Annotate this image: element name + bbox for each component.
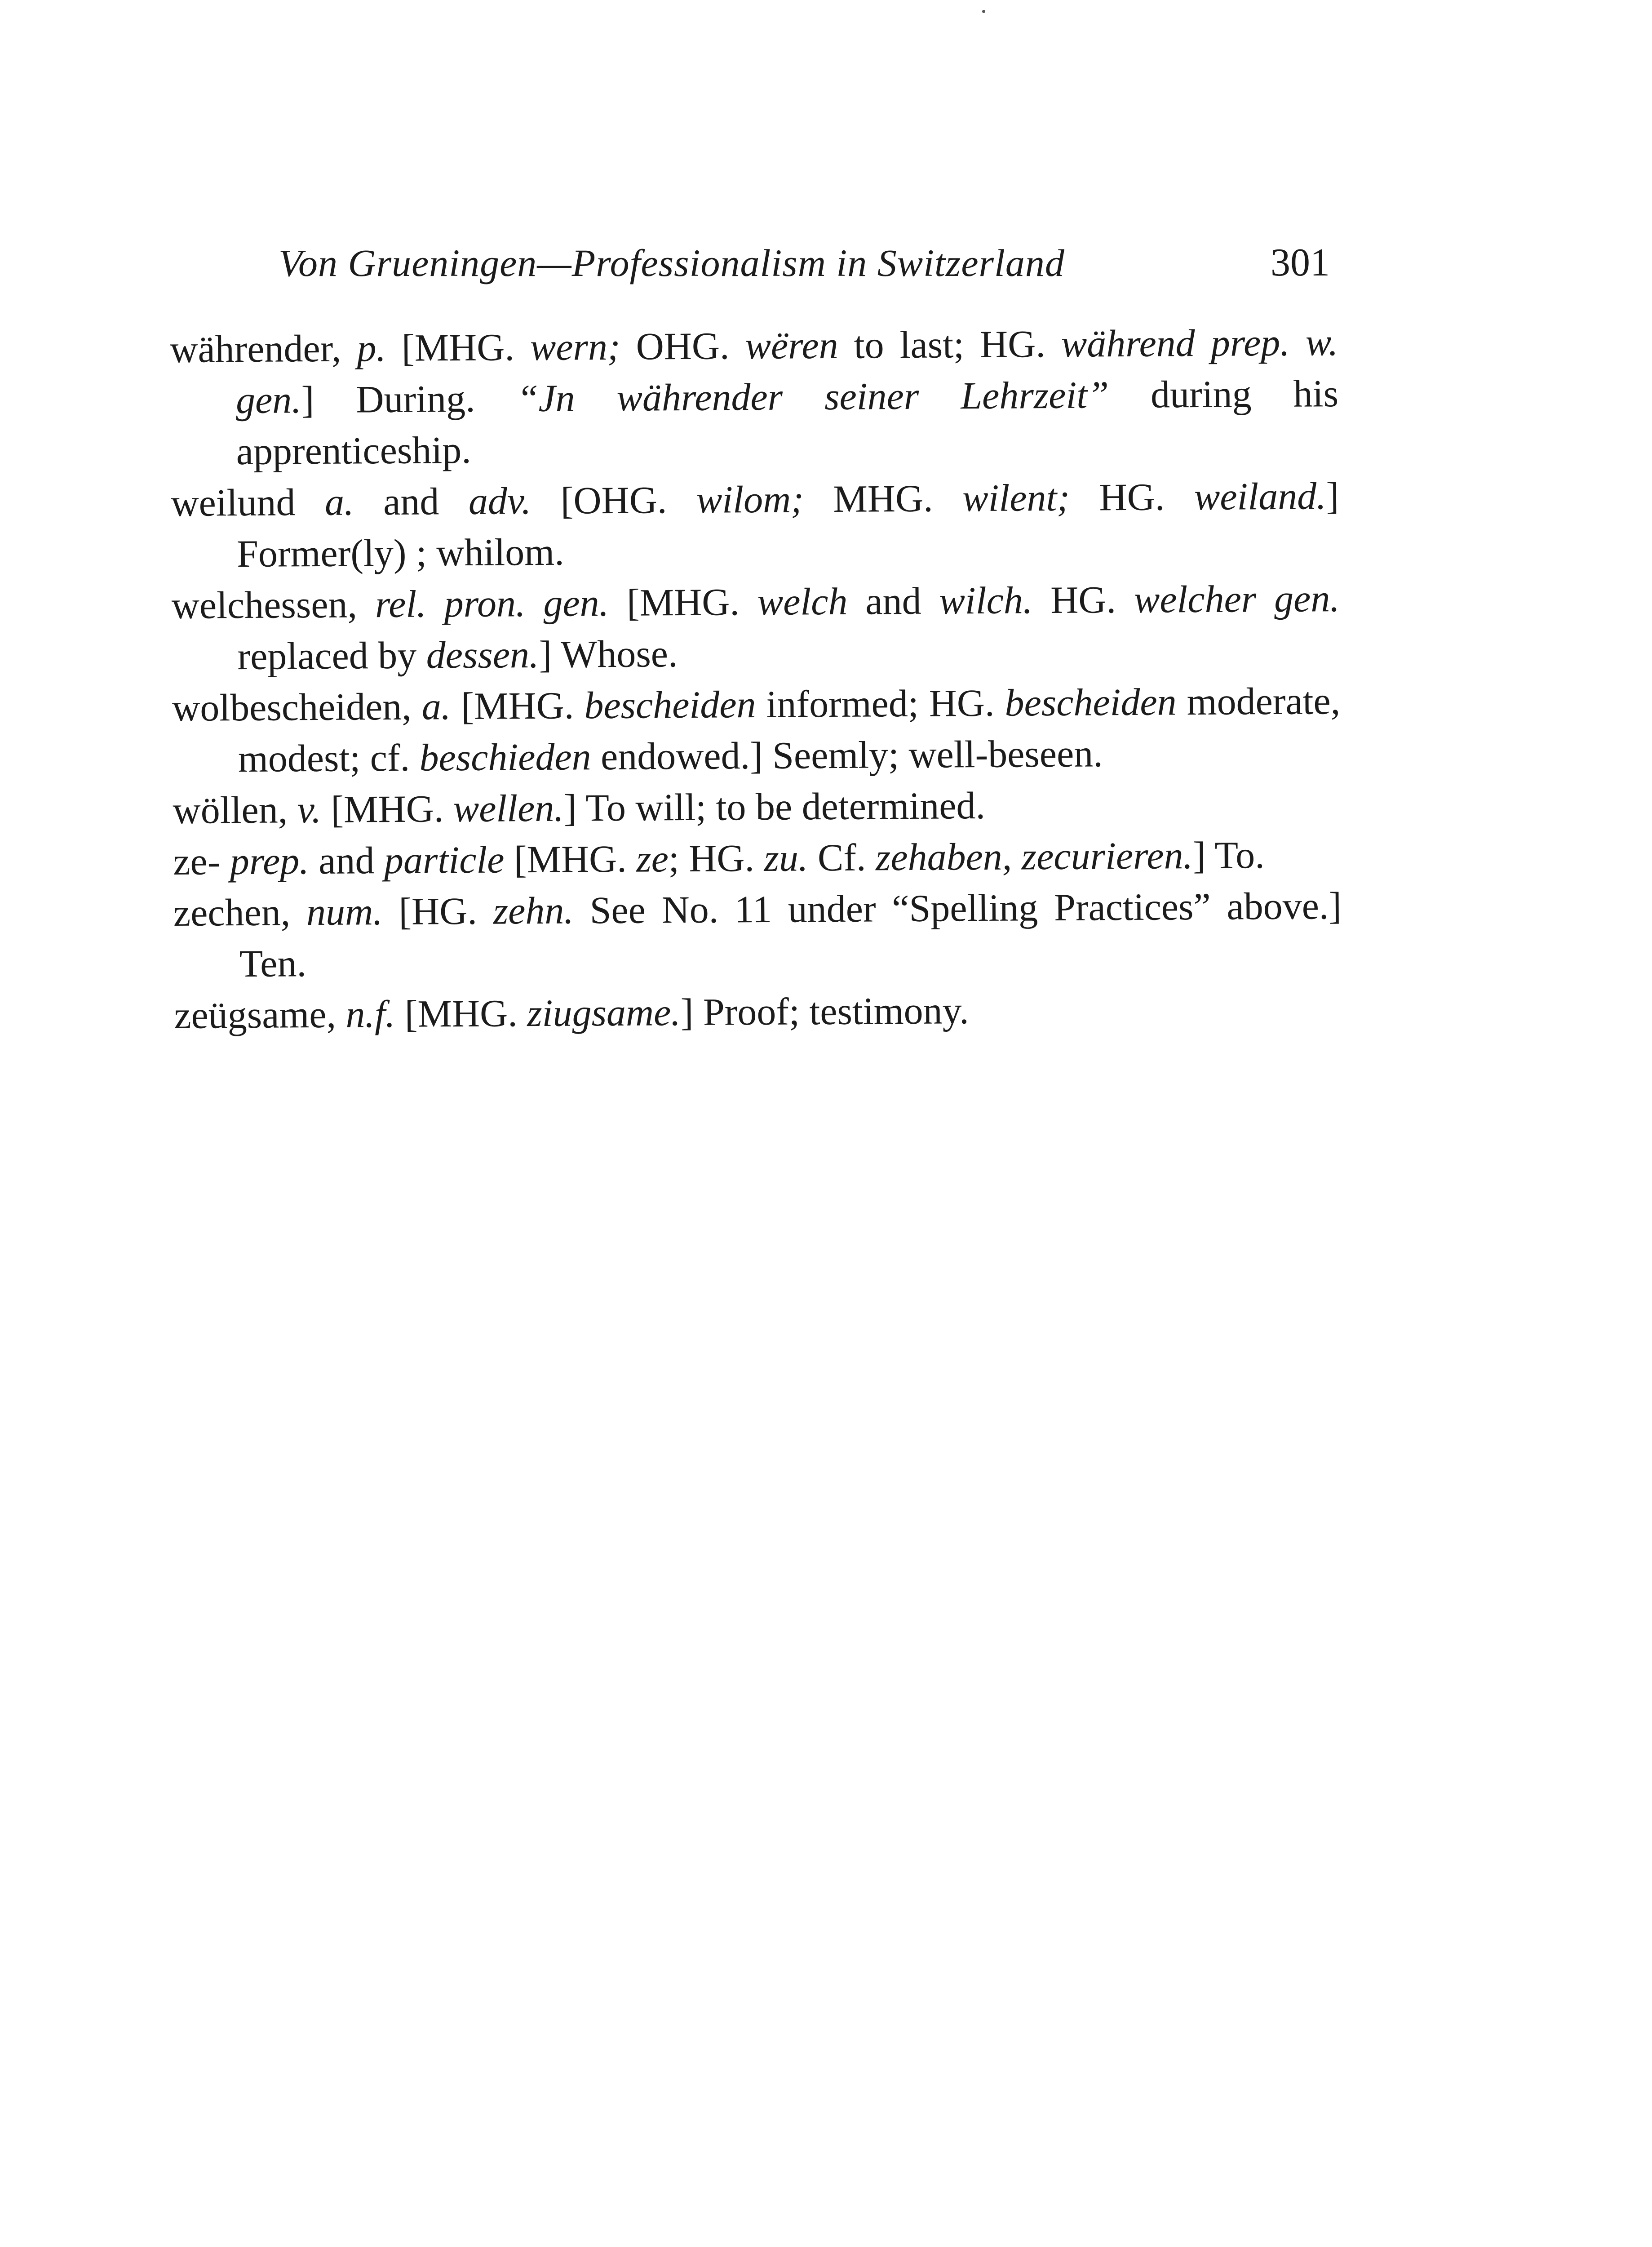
entry-text: zechen, bbox=[173, 890, 307, 934]
entry-text: ] To will; to be determined. bbox=[563, 783, 986, 830]
running-title: Von Grueningen—Professionalism in Switzerland bbox=[279, 241, 1065, 284]
entry-text: HG. bbox=[1032, 577, 1134, 622]
italic-text: particle bbox=[384, 838, 505, 882]
italic-text: zu. bbox=[764, 836, 808, 879]
entry-text: ] Whose. bbox=[539, 632, 678, 676]
entry-text: [MHG. bbox=[395, 991, 527, 1035]
italic-text: weiland. bbox=[1194, 474, 1327, 519]
entry-text: during his apprenticeship. bbox=[236, 372, 1339, 473]
glossary-entry bbox=[171, 573, 1340, 682]
italic-text: “Jn währender seiner Lehrzeit” bbox=[517, 373, 1109, 420]
italic-text: dessen. bbox=[426, 632, 539, 677]
italic-text: prep. bbox=[230, 839, 310, 883]
entry-text: wolbescheiden, bbox=[172, 684, 422, 729]
italic-text: p. bbox=[357, 326, 386, 370]
italic-text: wëren bbox=[745, 323, 838, 368]
glossary-entry bbox=[174, 982, 1342, 1041]
entry-text: HG. bbox=[1069, 475, 1195, 519]
entry-text: MHG. bbox=[803, 476, 963, 521]
glossary-entries bbox=[170, 316, 1342, 1041]
italic-text: a. bbox=[324, 480, 354, 524]
entry-text: informed; HG. bbox=[756, 681, 1005, 726]
italic-text: wellen. bbox=[453, 786, 564, 830]
entry-text: ] During. bbox=[301, 377, 517, 422]
page-number: 301 bbox=[1271, 241, 1330, 284]
entry-text: replaced by bbox=[237, 633, 427, 678]
glossary-entry bbox=[172, 675, 1341, 785]
glossary-entry bbox=[173, 777, 1341, 836]
italic-text: ziugsame. bbox=[527, 990, 681, 1035]
italic-text: wern; bbox=[530, 324, 620, 369]
entry-text: endowed.] Seemly; well-beseen. bbox=[591, 732, 1103, 778]
italic-text: rel. pron. gen. bbox=[375, 581, 609, 626]
glossary-entry bbox=[173, 829, 1342, 887]
entry-text: wöllen, bbox=[173, 788, 297, 832]
entry-text: OHG. bbox=[620, 324, 745, 368]
italic-text: bescheiden bbox=[584, 683, 756, 727]
entry-text: [MHG. bbox=[504, 837, 637, 881]
entry-text: moderate, modest; cf. bbox=[238, 679, 1341, 781]
italic-text: wilent; bbox=[962, 475, 1070, 520]
entry-text: welchessen, bbox=[171, 582, 376, 627]
entry-text: See No. 11 under “Spelling Practices” above.] Ten. bbox=[239, 884, 1342, 986]
italic-text: welcher gen. bbox=[1134, 577, 1340, 621]
entry-text: währender, bbox=[170, 326, 357, 371]
italic-text: während prep. w. gen. bbox=[235, 320, 1338, 422]
italic-text: zehaben, zecurieren. bbox=[875, 834, 1193, 879]
entry-text: ] To. bbox=[1192, 833, 1265, 877]
italic-text: wilch. bbox=[939, 578, 1033, 622]
glossary-entry bbox=[171, 470, 1339, 580]
entry-text: weilund bbox=[171, 480, 325, 524]
entry-text: [MHG. bbox=[608, 580, 758, 625]
entry-text: ] Former(ly) ; whilom. bbox=[236, 474, 1339, 576]
italic-text: beschieden bbox=[419, 735, 591, 779]
italic-text: welch bbox=[757, 579, 848, 624]
italic-text: num. bbox=[306, 890, 383, 934]
italic-text: a. bbox=[421, 684, 451, 728]
entry-text: and bbox=[847, 579, 939, 623]
running-head bbox=[279, 238, 1330, 288]
entry-text: ] Proof; testimony. bbox=[680, 989, 969, 1034]
entry-text: [MHG. bbox=[385, 325, 531, 370]
italic-text: zehn. bbox=[493, 888, 574, 933]
entry-text: ze- bbox=[173, 839, 230, 883]
italic-text: bescheiden bbox=[1005, 680, 1177, 724]
entry-text: and bbox=[354, 479, 469, 524]
entry-text: and bbox=[309, 839, 385, 883]
italic-text: v. bbox=[297, 787, 322, 831]
italic-text: ze bbox=[636, 837, 669, 880]
entry-text: zeügsame, bbox=[174, 992, 346, 1037]
glossary-entry bbox=[170, 316, 1339, 477]
italic-text: wilom; bbox=[696, 477, 804, 521]
italic-text: n.f. bbox=[345, 992, 395, 1036]
entry-text: [HG. bbox=[382, 889, 493, 933]
entry-text: [OHG. bbox=[531, 478, 697, 523]
entry-text: [MHG. bbox=[451, 684, 585, 728]
print-speck bbox=[982, 10, 985, 13]
glossary-entry bbox=[173, 880, 1342, 990]
entry-text: [MHG. bbox=[321, 787, 454, 831]
entry-text: Cf. bbox=[808, 835, 876, 879]
italic-text: adv. bbox=[468, 479, 531, 523]
entry-text: ; HG. bbox=[668, 836, 764, 880]
entry-text: to last; HG. bbox=[838, 322, 1062, 367]
